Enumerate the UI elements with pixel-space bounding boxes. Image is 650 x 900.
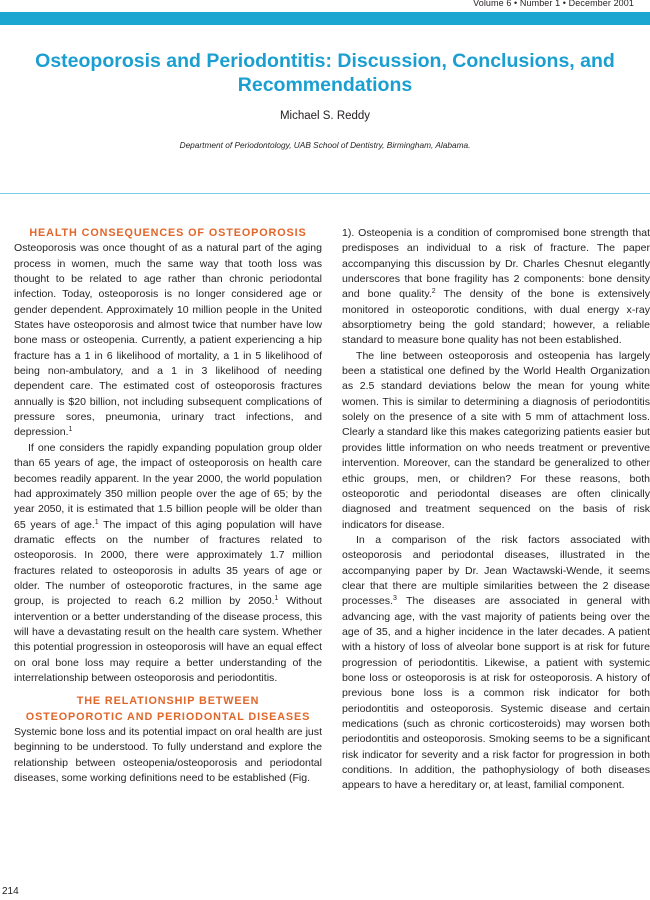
header-divider: [0, 193, 650, 194]
reference-marker: 3: [393, 595, 397, 603]
paragraph: [14, 725, 322, 786]
paragraph-text: 1). Osteopenia is a condition of compromised bone strength that predisposes an individual to a risk of fracture. The paper accompanying this discussion by Dr. Charles Chesnut elegantly underscores that bone fragility has 2 components: bone density and bone quality.: [342, 227, 650, 301]
author-name: Michael S. Reddy: [279, 110, 371, 122]
right-column: [342, 226, 650, 794]
paragraph-text: The density of the bone is extensively monitored in osteoporotic conditions, with dual energy x-ray absorptiometry being the gold standard; however, a reliable standard to measure bone quality has not been established.: [342, 288, 650, 347]
section-heading-line: OSTEOPOROTIC AND PERIODONTAL DISEASES: [25, 710, 311, 723]
paragraph: [342, 349, 650, 533]
header-color-bar: [0, 12, 650, 25]
reference-marker: 1: [94, 518, 99, 526]
page-number: 214: [2, 886, 19, 897]
paragraph-text: The impact of this aging population will have dramatic effects on the number of fractures related to osteoporosis. In 2000, there were approximately 1.7 million fractures related to osteoporosis in adults 35 years of age or older. The number of osteoporotic fractures, in the same age group, is projected to reach 6.2 million by 2050.: [14, 518, 322, 608]
paragraph-text: Without intervention or a better understanding of the disease process, this will have a devastating result on the health care system. Whether this potential progression in osteoporosis will have an equal effect on oral bone loss may require a better understanding of the interrelationship between osteoporosis and periodontitis.: [14, 595, 322, 684]
section-heading-relationship: [14, 694, 322, 725]
issue-info: Volume 6 • Number 1 • December 2001: [473, 0, 634, 8]
paragraph: [14, 441, 322, 687]
paragraph-text: In a comparison of the risk factors associated with osteoporosis and periodontal diseases, illustrated in the accompanying paper by Dr. Jean Wactawski-Wende, it seems clear that there are multiple similarities between the 2 disease processes.: [342, 533, 650, 608]
left-column: [14, 226, 322, 786]
section-heading-health-consequences: HEALTH CONSEQUENCES OF OSTEOPOROSIS: [29, 227, 307, 239]
paragraph: [342, 533, 650, 794]
paragraph-text: Osteoporosis was once thought of as a natural part of the aging process in women, much the same way that tooth loss was thought to be related to age rather than chronic periodontal infection. Today, osteoporosis is no longer considered age or gender dependent. Approximately 10 million people in the United States have osteoporosis and almost twice that number have low bone mass or osteopenia. Currently, a patient experiencing a hip fracture has a 1 in 6 likelihood of mortality, a 1 in 5 likelihood of being non-ambulatory, and a 1 in 3 likelihood of needing dependent care. The estimated cost of osteoporosis fractures annually is $20 billion, not including subsequent complications of pressure sores, pneumonia, urinary tract infections, and depression.: [14, 242, 322, 439]
article-title: Osteoporosis and Periodontitis: Discussion, Conclusions, and Recommendations: [35, 50, 615, 96]
reference-marker: 1: [274, 595, 279, 603]
paragraph-text: The line between osteoporosis and osteopenia has largely been a statistical one defined by the World Health Organization as 2.5 standard deviations below the mean for young white women. This is similar to determining a diagnosis of periodontitis solely on the presence of a site with 5 mm of attachment loss. Clearly a standard like this makes categorizing patients easier but provides little information on who needs treatment or preventive intervention. Moreover, can the standard be generalized to other ethic groups, men, or children? For these reasons, both osteoporotic and periodontal diseases are often clinically diagnosed and treatment sequenced on the basis of risk indicators for disease.: [342, 349, 650, 531]
reference-marker: 1: [68, 426, 73, 434]
paragraph: [14, 241, 322, 440]
paragraph-text: The diseases are associated in general with advancing age, with the vast majority of patients being over the age of 35, and a higher incidence in the later decades. A patient with a history of loss of alveolar bone support is at risk for future progression of periodontitis. Likewise, a patient with systemic bone loss or osteoporosis is at risk for osteoporosis. A history of previous bone loss is a common risk indicator for both periodontitis and osteoporosis. Systemic disease and certain medications (such as chronic corticosteroids) may worsen both periodontitis and osteoporosis. Smoking seems to be a significant risk indicator for severity and a risk factor for progression in both conditions. In addition, the pathophysiology of both diseases appears to have a hereditary or, at least, familial component.: [342, 595, 650, 792]
paragraph: [342, 226, 650, 349]
paragraph-text: Systemic bone loss and its potential impact on oral health are just beginning to be understood. To fully understand and explore the relationship between osteopenia/osteoporosis and periodontal diseases, some working definitions need to be established (Fig.: [14, 726, 322, 785]
reference-marker: 2: [431, 288, 436, 296]
section-heading-line: THE RELATIONSHIP BETWEEN: [76, 695, 260, 708]
author-affiliation: Department of Periodontology, UAB School of Dentistry, Birmingham, Alabama.: [179, 140, 471, 150]
paragraph-text: If one considers the rapidly expanding population group older than 65 years of age, the impact of osteoporosis on health care becomes readily apparent. In the year 2000, the world population had approximately 350 million people over the age of 65; by the year 2050, it is estimated that 1.5 billion people will be older than 65 years of age.: [14, 441, 322, 531]
